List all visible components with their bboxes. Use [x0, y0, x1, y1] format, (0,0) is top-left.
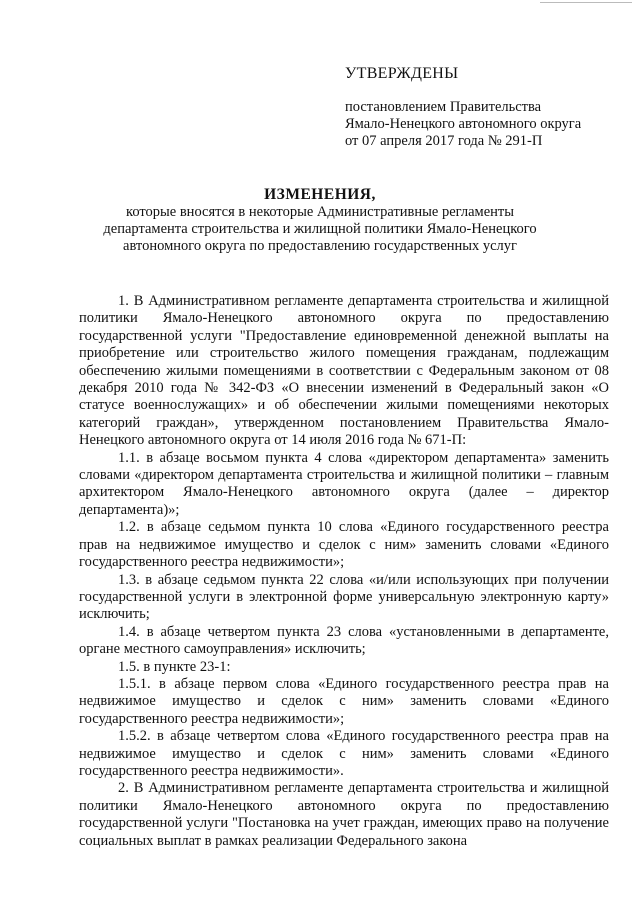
document-title: ИЗМЕНЕНИЯ, [264, 186, 376, 203]
document-subtitle-line: департамента строительства и жилищной политики Ямало-Ненецкого [103, 221, 537, 237]
paragraph-1: 1. В Административном регламенте департамента строительства и жилищной политики Ямало-Ненецкого автономного округа по предоставлению государственной услуги "Предоставление единовременной денежной выплаты на приобретение или строительство жилого помещения гражданам, подлежащим обеспечению жилыми помещениями в соответствии с Федеральным законом от 08 декабря 2010 года № 342-ФЗ «О внесении изменений в Федеральный закон «О статусе военнослужащих» и об обеспечении жилыми помещениями некоторых категорий граждан», утвержденном постановлением Правительства Ямало-Ненецкого автономного округа от 14 июля 2016 года № 671-П: [79, 293, 609, 449]
document-body [79, 293, 609, 850]
document-heading [0, 186, 640, 255]
paragraph-1-5-2: 1.5.2. в абзаце четвертом слова «Единого государственного реестра прав на недвижимое имущество и сделок с ним» заменить словами «Единого государственного реестра недвижимости». [79, 728, 609, 779]
approval-line: от 07 апреля 2017 года № 291-П [345, 133, 543, 149]
approval-line: Ямало-Ненецкого автономного округа [345, 116, 582, 132]
header-rule [540, 2, 632, 3]
paragraph-1-2: 1.2. в абзаце седьмом пункта 10 слова «Единого государственного реестра прав на недвижимое имущество и сделок с ним» заменить словами «Единого государственного реестра недвижимости»; [79, 519, 609, 571]
paragraph-1-5: 1.5. в пункте 23-1: [118, 658, 231, 675]
document-subtitle-line: автономного округа по предоставлению государственных услуг [123, 238, 517, 254]
approval-stamp [345, 64, 625, 150]
paragraph-1-4: 1.4. в абзаце четвертом пункта 23 слова «установленными в департаменте, органе местного самоуправления» исключить; [79, 623, 609, 658]
approval-line: постановлением Правительства [345, 99, 542, 115]
document-subtitle-line: которые вносятся в некоторые Административные регламенты [126, 204, 514, 220]
paragraph-1-5-1: 1.5.1. в абзаце первом слова «Единого государственного реестра прав на недвижимое имущество и сделок с ним» заменить словами «Единого государственного реестра недвижимости»; [79, 675, 609, 727]
approval-title: УТВЕРЖДЕНЫ [345, 65, 459, 82]
paragraph-1-3: 1.3. в абзаце седьмом пункта 22 слова «и/или использующих при получении государственной услуги в электронной форме универсальную электронную карту» исключить; [79, 571, 609, 623]
paragraph-1-1: 1.1. в абзаце восьмом пункта 4 слова «директором департамента» заменить словами «директором департамента строительства и жилищной политики – главным архитектором Ямало-Ненецкого автономного округа (далее – директор департамента)»; [79, 449, 609, 518]
paragraph-2: 2. В Административном регламенте департамента строительства и жилищной политики Ямало-Ненецкого автономного округа по предоставлению государственной услуги "Постановка на учет граждан, имеющих право на получение социальных выплат в рамках реализации Федерального закона [79, 780, 609, 849]
